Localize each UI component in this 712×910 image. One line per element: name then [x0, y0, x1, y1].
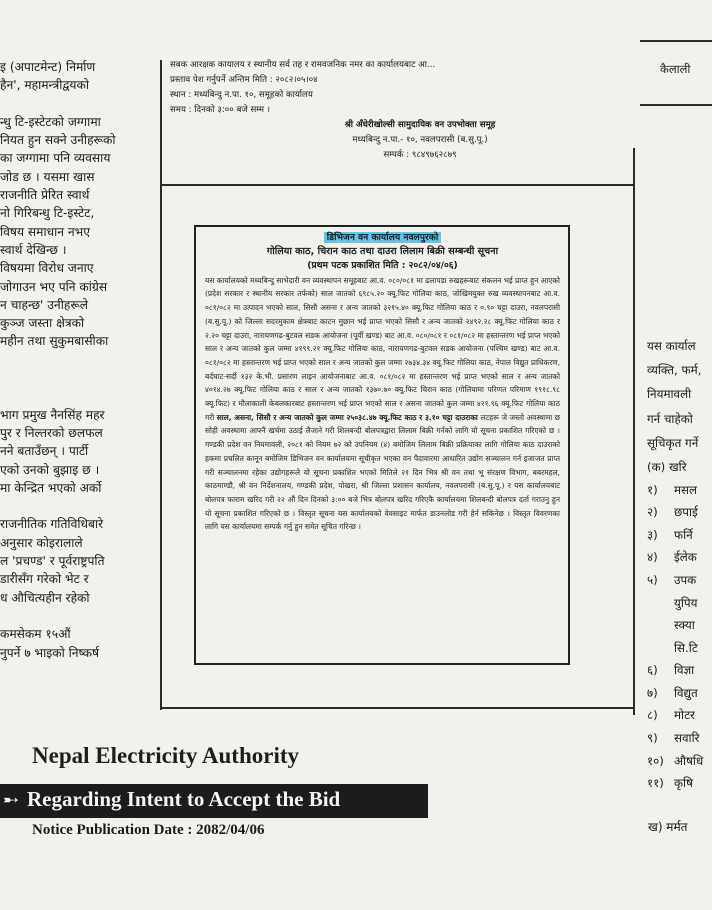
- nea-headline: Regarding Intent to Accept the Bid: [27, 787, 341, 811]
- office-heading: [205, 231, 560, 245]
- left-article-line: [0, 369, 148, 387]
- left-article-line: जोगाउन भए पनि कांग्रेस: [0, 279, 108, 294]
- right-list-item: [647, 613, 712, 636]
- right-article-column: [647, 334, 712, 794]
- right-list-text: विज्ञा: [674, 663, 695, 678]
- right-list-item: [647, 726, 712, 749]
- left-article-line: डारीसँग गरेको भेट र: [0, 572, 89, 587]
- left-article-line: न्धु टि-इस्टेटको जग्गामा: [0, 114, 101, 129]
- right-article-line: नियमावली: [647, 387, 692, 402]
- bottom-divider: [160, 707, 634, 709]
- right-list-heading: (क) खरि: [647, 459, 687, 474]
- left-article-line: राजनीतिक गतिविधिबारे: [0, 517, 104, 532]
- top-notice-line: सबक आरक्षक कायालय र स्थानीय सर्व तह र रामवजनिक नमर का कार्यालयबाट आ...: [170, 60, 436, 70]
- left-article-line: कमसेकम १५औं: [0, 627, 71, 642]
- right-list-text: छपाई: [674, 505, 698, 520]
- left-article-line: मा केन्द्रित भएको अर्को: [0, 480, 102, 495]
- nea-publication-date: Notice Publication Date : 2082/04/06: [32, 822, 265, 838]
- left-article-line: इ (अपाटमेन्ट) निर्माण: [0, 60, 96, 74]
- left-article-line: नने बताउँछन् । पार्टी: [0, 444, 89, 459]
- left-article-line: नुपर्ने ७ भाइको निष्कर्ष: [0, 645, 100, 660]
- left-article-line: हैन', महामन्त्रीद्वयको: [0, 78, 89, 93]
- right-list-item: [647, 478, 712, 501]
- right-list-item: [647, 591, 712, 614]
- top-notice-group: श्री अँधेरीखोल्सी सामुदायिक वन उपभोक्ता समूह: [344, 120, 496, 130]
- left-article-line: विषय समाधान नभए: [0, 224, 90, 239]
- column-rule-right: [633, 148, 635, 715]
- left-article-line: जोड छ । यसमा खास: [0, 169, 95, 184]
- right-frame-mid: [640, 104, 712, 106]
- right-article-line: गर्न चाहेको: [647, 411, 693, 426]
- left-article-line: भाग प्रमुख नैनसिंह महर: [0, 407, 105, 422]
- right-list-number: ४): [647, 550, 658, 565]
- column-rule-left: [160, 60, 162, 710]
- right-list-item: [647, 636, 712, 659]
- left-article-line: ध औचित्यहीन रहेको: [0, 590, 90, 605]
- nea-org-name: Nepal Electricity Authority: [32, 743, 300, 768]
- notice-divider: [160, 184, 634, 186]
- left-article-line: पुर र निल्तरको छलफल: [0, 425, 103, 440]
- top-notice-fragment: [170, 58, 630, 170]
- right-list-item: [647, 681, 712, 704]
- timber-auction-notice: [194, 225, 570, 665]
- right-list-text: मसल: [674, 482, 698, 497]
- left-article-line: [0, 387, 148, 405]
- top-notice-place: स्थान : मध्यबिन्दु न.पा. १०, समूहको कार्यालय: [170, 90, 313, 100]
- right-list-text: स्क्या: [674, 618, 695, 633]
- top-notice-contact: सम्पर्क : ९८४९७६२८७९: [383, 150, 457, 160]
- right-footer-text: ख) मर्मत: [648, 820, 688, 834]
- right-list-text: औषधि: [674, 753, 704, 768]
- right-list-item: [647, 568, 712, 591]
- right-list-item: [647, 749, 712, 772]
- right-list-number: ८): [647, 708, 658, 723]
- right-top-text: कैलाली: [660, 62, 691, 76]
- left-article-line: महीन तथा सुकुमबासीका: [0, 334, 109, 349]
- arrow-icon: ➸: [3, 789, 19, 811]
- right-list-item: [647, 658, 712, 681]
- right-list-item: [647, 523, 712, 546]
- right-list-number: १): [647, 482, 658, 497]
- left-article-line: ल 'प्रचण्ड' र पूर्वराष्ट्रपति: [0, 554, 105, 569]
- right-list-text: सवारि: [674, 731, 700, 746]
- left-article-line: [0, 607, 148, 625]
- left-article-line: [0, 497, 148, 515]
- left-article-line: का जग्गामा पनि व्यवसाय: [0, 151, 111, 166]
- right-list-number: ६): [647, 663, 658, 678]
- notice-body-part1: यस कार्यालयको मध्यबिन्दु साभेदारी वन व्यवस्थापन समूहबाट आ.व. ०८०/०८१ मा ढलापडा रुखहरूबाट संकलन भई प्राप्त हुन आएको (प्रदेश सरकार र स्थानीय सरकार तर्फको) साल जातको ६९८५.२० क्यू.फिट गोलिया काठ, जोखिमयुक्त रुख व्यवस्थापनबाट आ.व. ०८१/०८२ मा उत्पादन भएको साल, सिसौ असना र अन्य जातको ३२१५.४० क्यू.फिट गोलिया काठ र ०.९० चट्टा दाउरा, नवलपरासी (ब.सु.पू.) को जिल्ला सदरमुकाम क्षेत्रबाट काटन मुछान भई प्राप्त भएको सिसौ र अन्य जातको २४९२.२८ क्यू.फिट गोलिया काठ र २.२० चट्टा दाउरा, नारायणगढ-बुटवल सडक आयोजना (पूर्वी खण्ड) बाट आ.व. ०८०/०८१ र ०८१/०८२ मा हस्तान्तरण भई प्राप्त भएको साल र अन्य जातको कुल जम्मा ४१९९.२१ क्यू.फिट गोलिया काठ, नारायणगढ-बुटवल सडक आयोजना (पश्चिम खण्ड) बाट आ.व. ०८१/०८२ मा हस्तान्तरण भई प्राप्त भएको साल र अन्य जातको कुल जम्मा २७३४.३४ क्यू.फिट गोलिया काठ, नेपाल विद्युत प्राधिकरण, बर्दघाट-सर्दी १३२ के.भी. प्रसारण लाइन आयोजनाबाट आ.व. ०८१/०८२ मा हस्तान्तरण भई प्राप्त भएको साल र अन्य जातको ४०१४.२७ क्यू.फिट गोलिया काठ र साल र अन्य जातको १३७०.७० क्यू.फिट चिरान काठ (गोलियामा परिणत परिमाण १९१८.९८ क्यू.फिट) र मौलाकाली केबलकारबाट हस्तान्तरण भई प्राप्त भएको साल र असना जातको कुल जम्मा ४२१.९६ क्यू.फिट गोलिया काठ गरी: [205, 275, 560, 422]
- top-notice-time: समय : दिनको ३:०० बजे सम्म ।: [170, 105, 270, 115]
- left-article-line: नियत हुन सक्ने उनीहरूको: [0, 133, 116, 148]
- left-article-line: राजनीति प्रेरित स्वार्थ: [0, 188, 90, 203]
- notice-body: [205, 274, 560, 534]
- right-article-line: सूचिकृत गर्ने: [647, 435, 699, 450]
- right-list-number: ७): [647, 685, 658, 700]
- right-list-number: १०): [647, 753, 664, 768]
- right-list-text: फर्नि: [674, 527, 693, 542]
- notice-subtitle: (प्रथम पटक प्रकाशित मिति : २०८२/०४/०६): [307, 259, 458, 271]
- left-article-line: [0, 95, 148, 113]
- right-list-text: कृषि: [674, 776, 693, 791]
- right-list-number: २): [647, 505, 658, 520]
- right-list-text: उपक: [674, 572, 697, 587]
- right-list-number: ५): [647, 572, 658, 587]
- right-list-item: [647, 703, 712, 726]
- right-list-text: मोटर: [674, 708, 695, 723]
- left-article-line: अनुसार कोइरालाले: [0, 535, 83, 550]
- left-article-line: नो गिरिबन्धु टि-इस्टेट,: [0, 206, 95, 221]
- right-list-item: [647, 500, 712, 523]
- right-article-line: यस कार्याल: [647, 339, 696, 353]
- left-article-line: [0, 351, 148, 369]
- left-article-column: [0, 58, 148, 662]
- right-article-line: व्यक्ति, फर्म,: [647, 363, 702, 378]
- right-list-text: विद्युत: [674, 685, 698, 700]
- top-notice-deadline: प्रस्ताव पेश गर्नुपर्ने अन्तिम मिति : २०८२।०५।०४: [170, 75, 318, 85]
- notice-body-part2: लटहरू जे जस्तो अवस्थामा छ सोही अवस्थामा आफ्नै खर्चमा उठाई लैजाने गरी शिलबन्दी बोलपत्रद्वारा लिलाम बिक्री गर्नको लागि यो सूचना प्रकाशित गरिएको छ । गण्डकी प्रदेश वन नियमावली, २०८१ को नियम ७२ को उपनियम (४) बमोजिम लिलाम बिक्री प्रक्रियाका लागि गोलिया काठ दाउराको हकमा प्रचलित कानून बमोजिम डिभिजन वन कार्यालयमा सूचीकृत भएका वन पैदावारमा आधारित उद्योग सञ्चालन गर्न इजाजत प्राप्त गरी सञ्चालनमा रहेका उद्योगहरूले यो सूचना प्रकाशित भएको मितिले २१ दिन भित्र श्री वन तथा भू संरक्षण विभाग, बबरमहल, काठमाण्डौ, श्री वन निर्देशनालय, गण्डकी प्रदेश, पोखरा, श्री जिल्ला प्रशासन कार्यालय, नवलपरासी (ब.सु.पू.) र यस कार्यालयबाट बोलपत्र फाराम खरिद गरी २२ औं दिन दिनको ३:०० बजे भित्र बोलपत्र खरिद गरिएकै कार्यालयमा शिलबन्दी बोलपत्र दर्ता गराउनु हुन यो सूचना प्रकाशित गरिएको छ । विस्तृत सूचना यस कार्यालयको वेवसाइट मार्फत डाउनलोड गरी हेर्न सकिनेछ । विस्तृत विवरणका लागि यस कार्यालयमा सम्पर्क गर्नु हुन समेत सूचित गरिन्छ ।: [205, 412, 560, 532]
- left-article-line: स्वार्थ देखिन्छ ।: [0, 242, 67, 257]
- right-list-number: ११): [647, 776, 664, 791]
- notice-title: गोलिया काठ, चिरान काठ तथा दाउरा लिलाम बिक्री सम्बन्धी सूचना: [266, 245, 499, 257]
- right-list-text: ईलेक: [674, 550, 697, 565]
- right-list-item: [647, 771, 712, 794]
- left-article-line: विषयमा विरोध जनाए: [0, 261, 94, 276]
- left-article-line: एको उनको बुझाइ छ ।: [0, 462, 100, 477]
- right-list-number: ९): [647, 731, 658, 746]
- top-notice-address: मध्यबिन्दु न.पा.- १०, नवलपरासी (ब.सु.पू.): [352, 135, 488, 145]
- right-list-text: युपिय: [674, 595, 698, 610]
- left-article-line: न चाहन्छ' उनीहरूले: [0, 297, 89, 312]
- right-list-number: ३): [647, 527, 658, 542]
- office-highlight: डिभिजन वन कार्यालय नवलपुरको: [324, 232, 441, 243]
- left-article-line: कुञ्ज जस्ता क्षेत्रको: [0, 316, 85, 331]
- right-list-item: [647, 545, 712, 568]
- right-list-text: सि.टि: [674, 640, 698, 655]
- notice-body-bold: साल, असना, सिसौ र अन्य जातको कुल जम्मा २५०३८.४७ क्यू.फिट काठ र ३.१० चट्टा दाउराका: [216, 412, 478, 422]
- right-frame-top: [640, 40, 712, 42]
